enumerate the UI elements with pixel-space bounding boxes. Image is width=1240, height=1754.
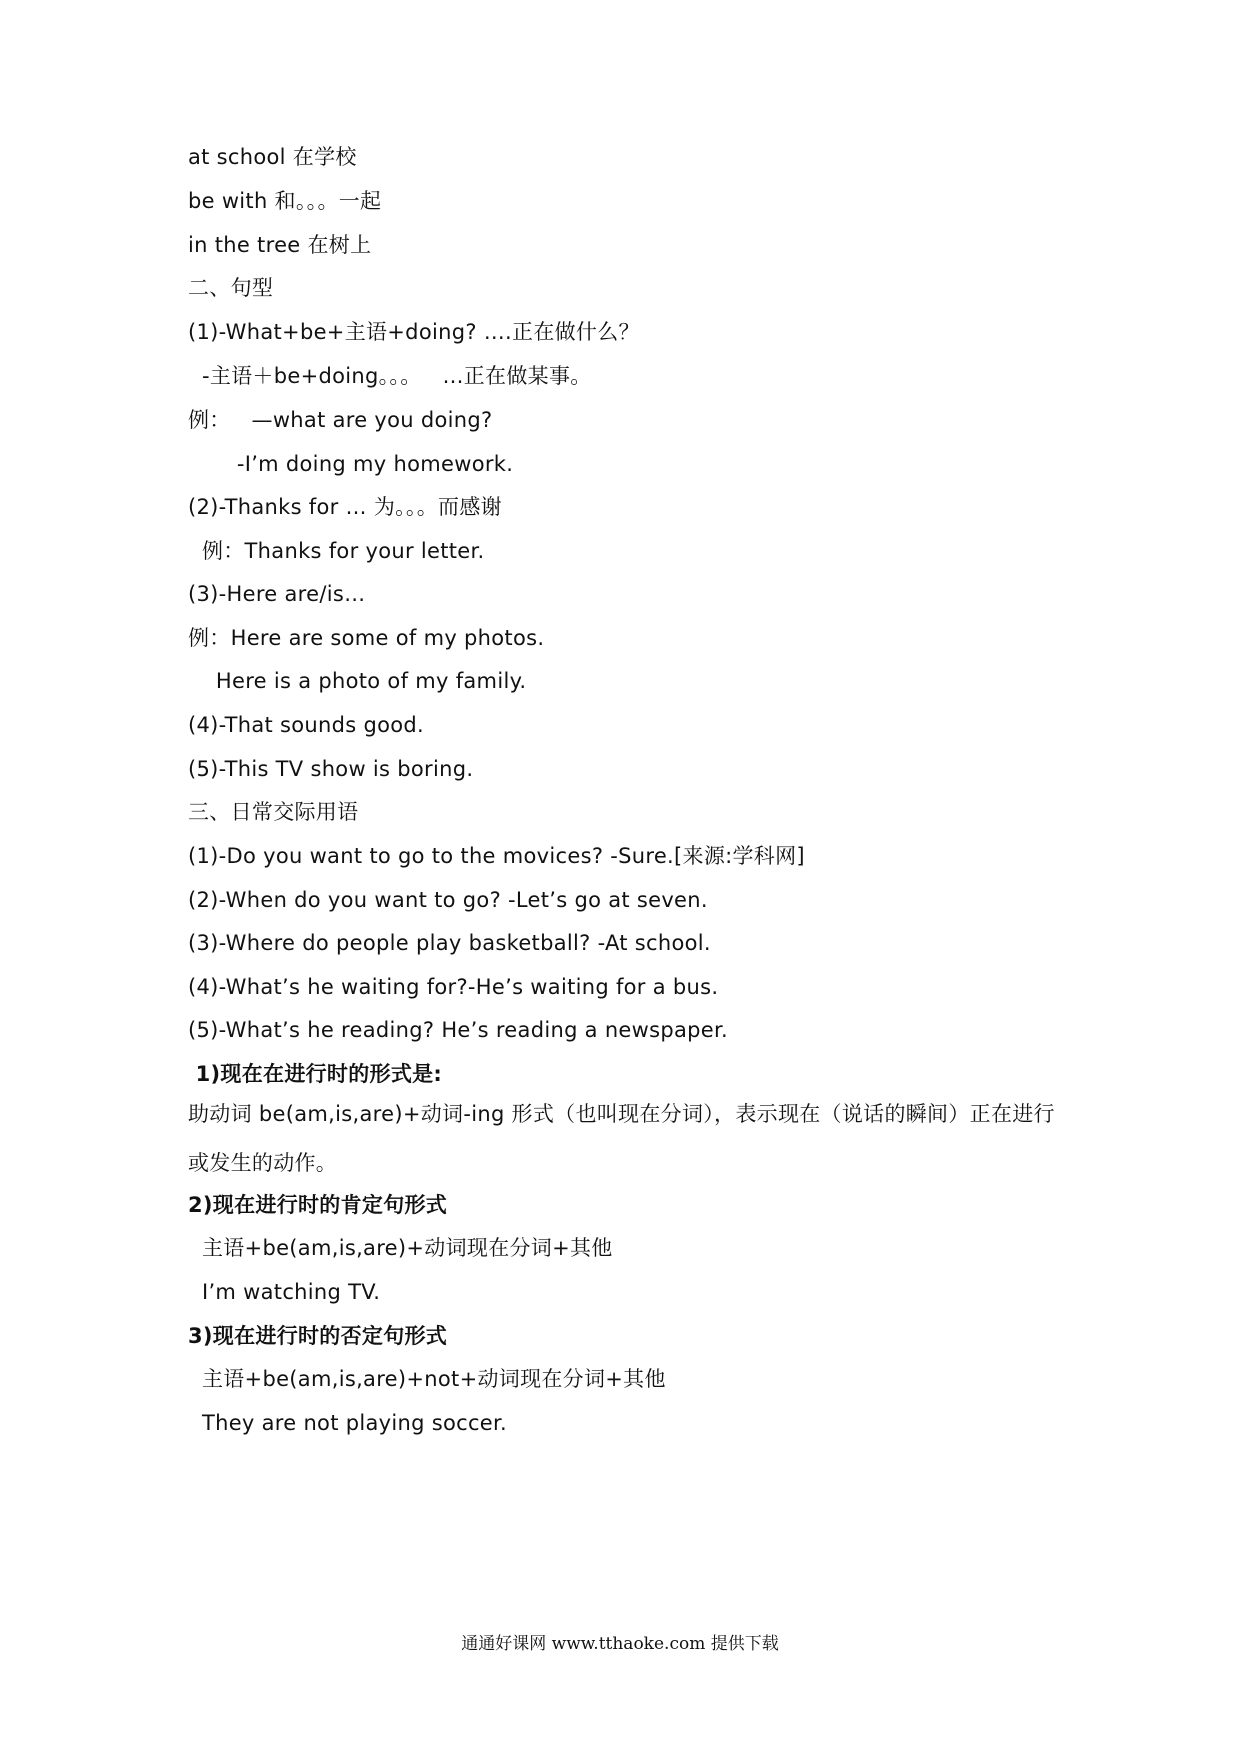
expression-2: (2)-When do you want to go? -Let’s go at seven. [188, 888, 708, 912]
pattern-2: (2)-Thanks for … 为。。。而感谢 [188, 495, 502, 519]
pattern-3: (3)-Here are/is… [188, 582, 366, 606]
grammar-heading-2: 2)现在进行时的肯定句形式 [188, 1193, 448, 1217]
pattern-5: (5)-This TV show is boring. [188, 757, 474, 781]
grammar-heading-1: 1)现在在进行时的形式是: [188, 1062, 443, 1086]
grammar-negative-example: They are not playing soccer. [188, 1411, 508, 1435]
grammar-heading-3: 3)现在进行时的否定句形式 [188, 1324, 448, 1348]
pattern-4: (4)-That sounds good. [188, 713, 424, 737]
section-heading-sentence-patterns: 二、句型 [188, 276, 274, 300]
grammar-paragraph-1: 助动词 be(am,is,are)+动词-ing 形式（也叫现在分词），表示现在（说话的瞬间）正在进行或发生的动作。 [188, 1102, 1055, 1175]
grammar-negative-formula: 主语+be(am,is,are)+not+动词现在分词+其他 [188, 1367, 666, 1391]
expression-1: (1)-Do you want to go to the movices? -Sure.[来源:学科网] [188, 844, 805, 868]
pattern-1-question: (1)-What+be+主语+doing? ….正在做什么？ [188, 320, 640, 344]
vocab-line-3: in the tree 在树上 [188, 233, 372, 257]
expression-4: (4)-What’s he waiting for?-He’s waiting for a bus. [188, 975, 719, 999]
pattern-1-example-answer: -I’m doing my homework. [188, 452, 514, 476]
pattern-2-example: 例：Thanks for your letter. [188, 539, 485, 563]
expression-3: (3)-Where do people play basketball? -At school. [188, 931, 711, 955]
grammar-affirmative-formula: 主语+be(am,is,are)+动词现在分词+其他 [188, 1236, 613, 1260]
pattern-1-answer: -主语＋be+doing。。。 …正在做某事。 [188, 364, 592, 388]
pattern-1-example-question: 例： —what are you doing? [188, 408, 493, 432]
grammar-affirmative-example: I’m watching TV. [188, 1280, 381, 1304]
pattern-3-example-1: 例：Here are some of my photos. [188, 626, 545, 650]
expression-5: (5)-What’s he reading? He’s reading a newspaper. [188, 1018, 728, 1042]
pattern-3-example-2: Here is a photo of my family. [188, 669, 527, 693]
vocab-line-2: be with 和。。。一起 [188, 189, 382, 213]
section-heading-daily-expressions: 三、日常交际用语 [188, 800, 359, 824]
page-footer: 通通好课网 www.tthaoke.com 提供下载 [461, 1634, 779, 1654]
vocab-line-1: at school 在学校 [188, 145, 357, 169]
